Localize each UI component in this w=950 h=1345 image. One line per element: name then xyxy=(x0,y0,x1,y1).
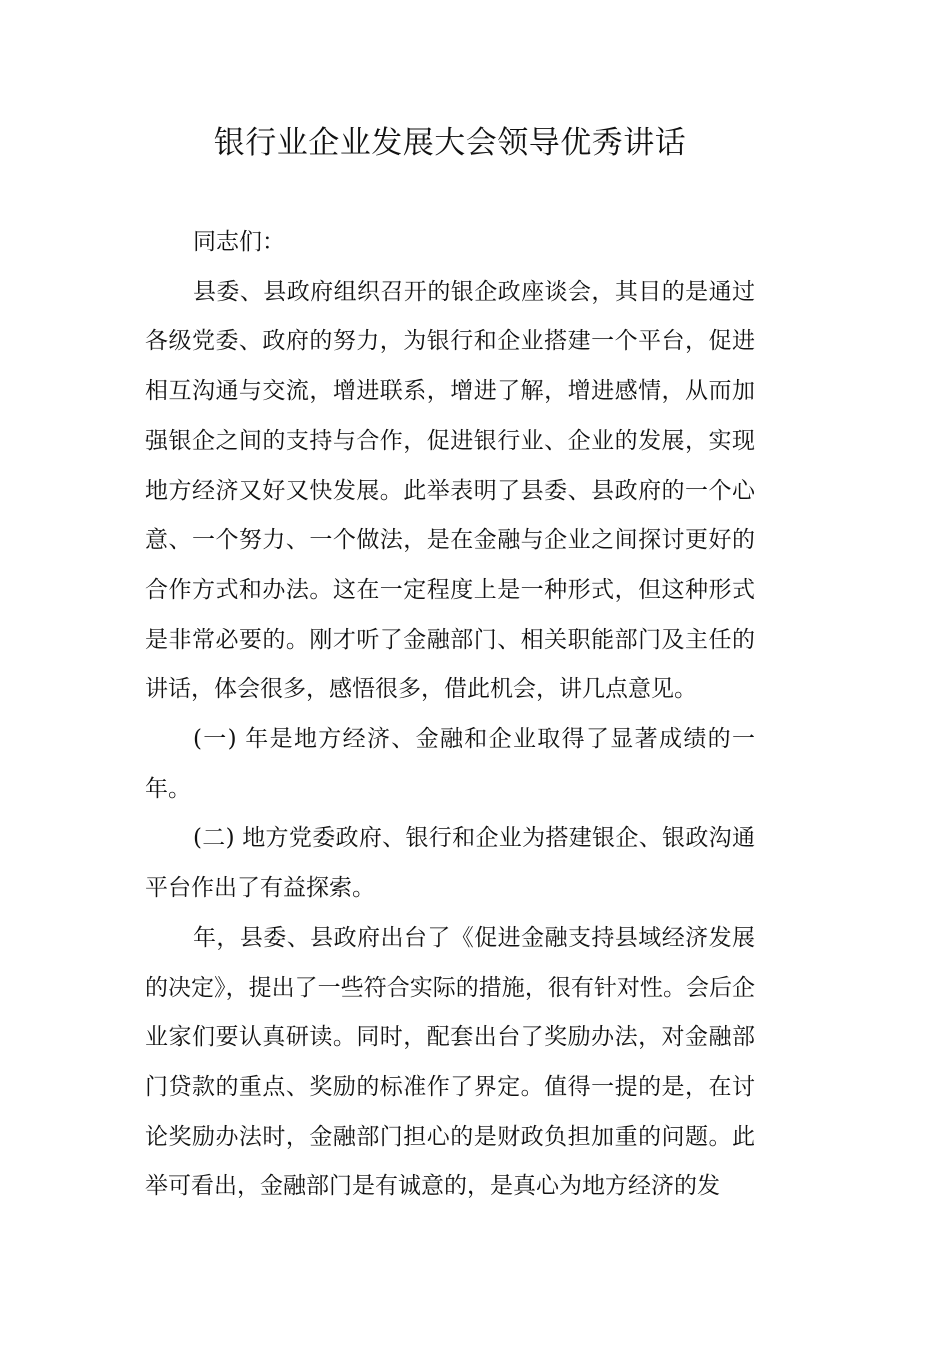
section-two-paragraph: (二) 地方党委政府、银行和企业为搭建银企、银政沟通平台作出了有益探索。 xyxy=(145,825,755,902)
section-one-paragraph: (一) 年是地方经济、金融和企业取得了显著成绩的一年。 xyxy=(145,726,755,802)
body-paragraph: 县委、县政府组织召开的银企政座谈会，其目的是通过各级党委、政府的努力，为银行和企业搭建一个平台，促进相互沟通与交流，增进联系，增进了解，增进感情，从而加强银企之间的支持与合作，促进银行业、企业的发展，实现地方经济又好又快发展。此举表明了县委、县政府的一个心意、一个努力、一个做法，是在金融与企业之间探讨更好的合作方式和办法。这在一定程度上是一种形式，但这种形式是非常必要的。刚才听了金融部门、相关职能部门及主任的讲话，体会很多，感悟很多，借此机会，讲几点意见。 xyxy=(145,278,755,703)
document-title: 银行业企业发展大会领导优秀讲话 xyxy=(213,125,687,161)
salutation-paragraph: 同志们： xyxy=(193,229,285,255)
document-body xyxy=(145,218,755,1212)
body-paragraph: 年，县委、县政府出台了《促进金融支持县域经济发展的决定》，提出了一些符合实际的措施，很有针对性。会后企业家们要认真研读。同时，配套出台了奖励办法，对金融部门贷款的重点、奖励的标准作了界定。值得一提的是，在讨论奖励办法时，金融部门担心的是财政负担加重的问题。此举可看出，金融部门是有诚意的，是真心为地方经济的发 xyxy=(145,924,755,1200)
